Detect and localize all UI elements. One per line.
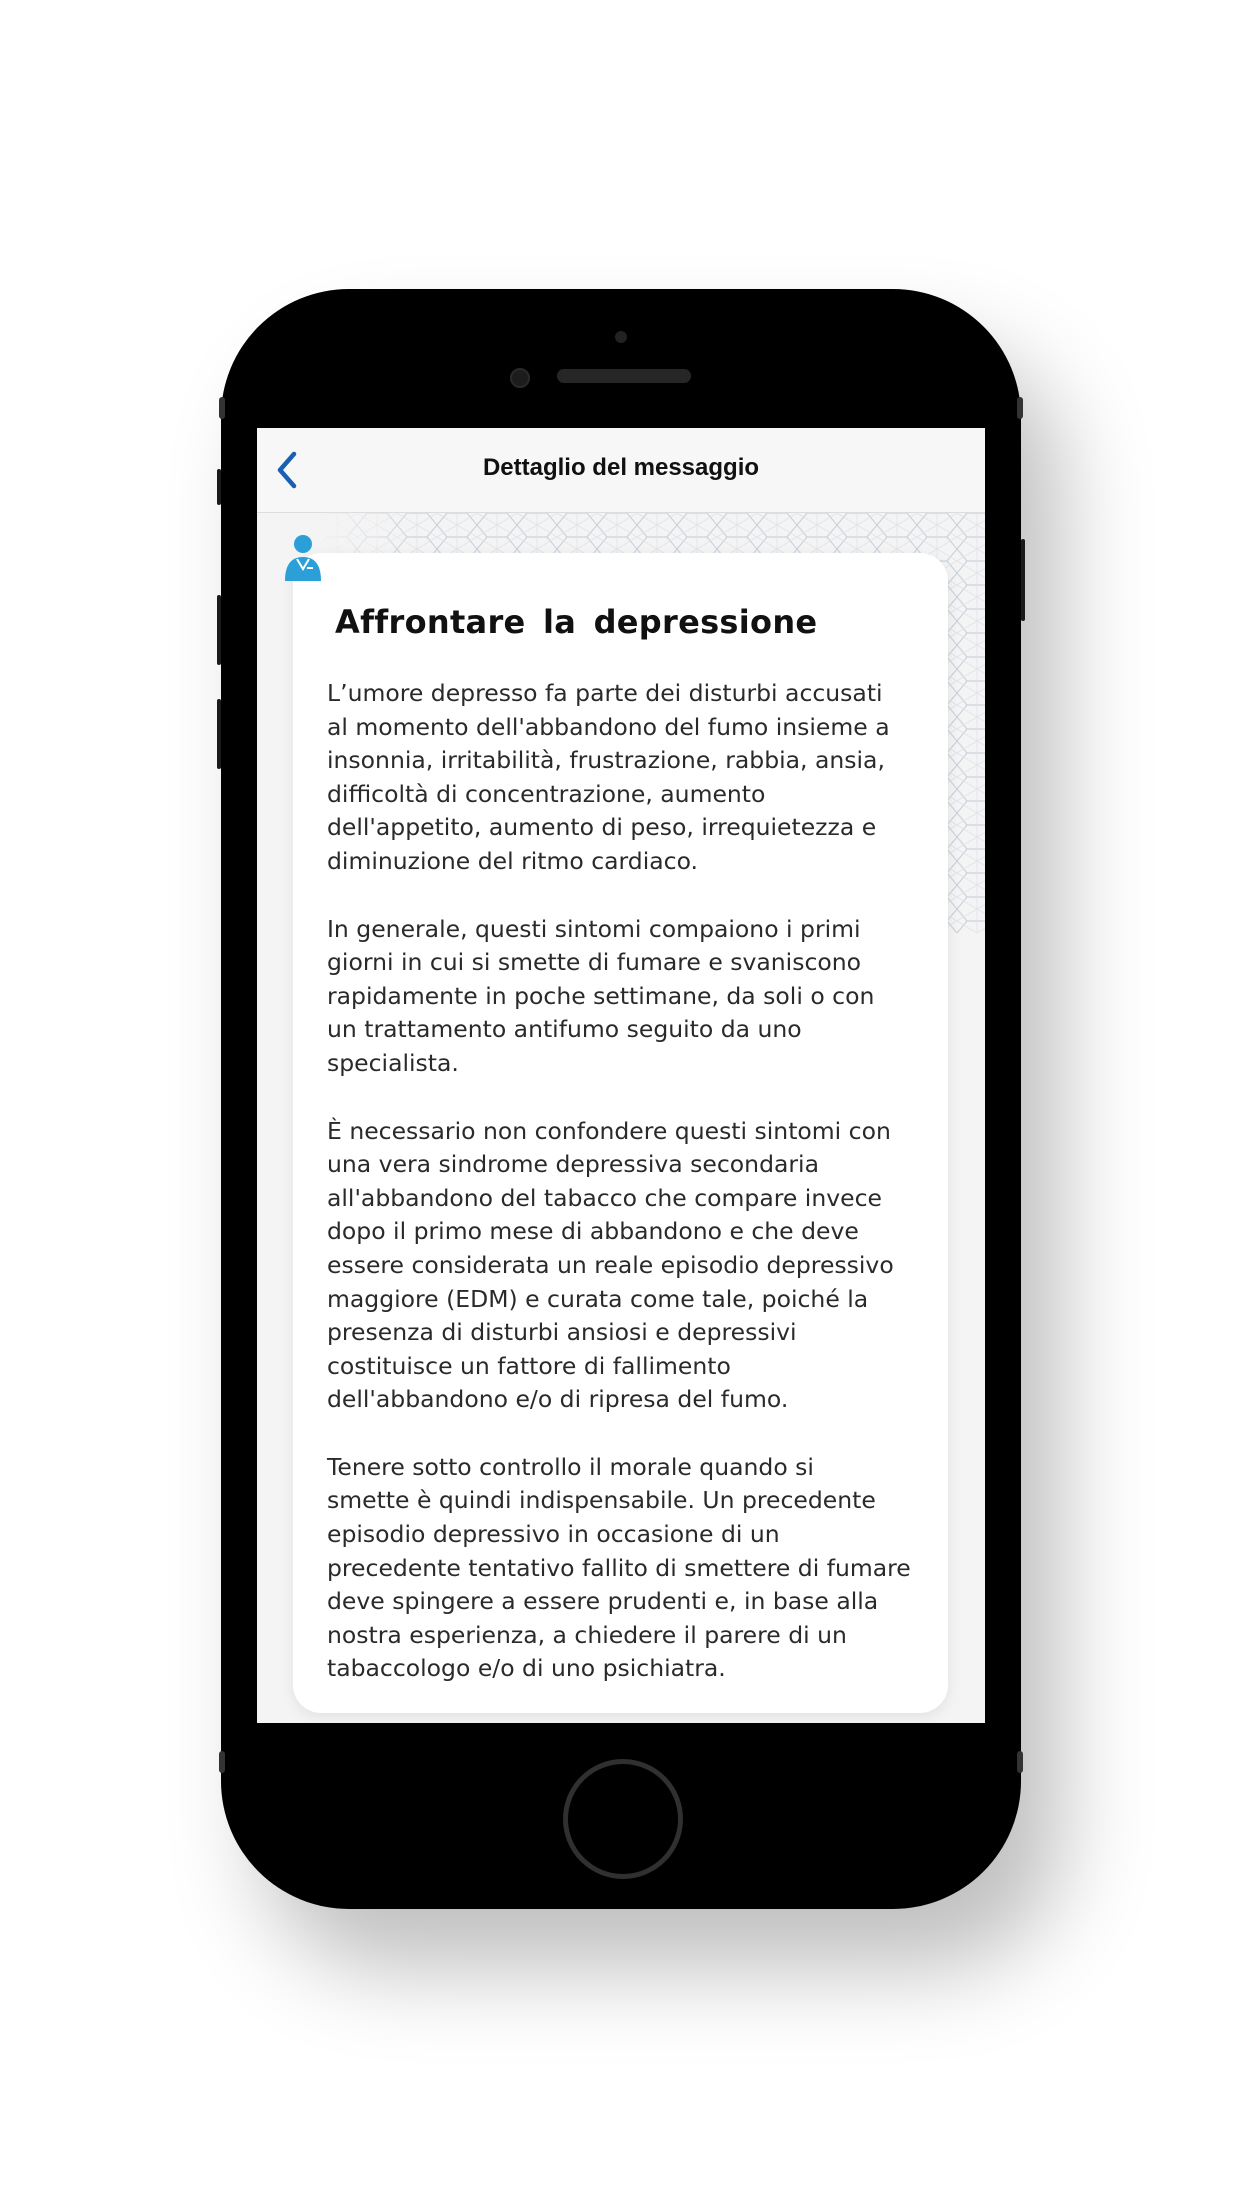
phone-frame bbox=[221, 289, 1021, 1909]
phone-side-button-volume-up bbox=[217, 595, 221, 665]
proximity-sensor bbox=[510, 368, 530, 388]
message-paragraph-3: È necessario non confondere questi sintomi con una vera sindrome depressiva secondaria all'abbandono del tabacco che compare invece dopo il primo mese di abbandono e che deve essere considerata un reale episodio depressivo maggiore (EDM) e curata come tale, poiché la presenza di disturbi ansiosi e depressivi costituisce un fattore di fallimento dell'abbandono e/o di ripresa del fumo. bbox=[327, 1116, 894, 1414]
message-title: Affrontare la depressione bbox=[335, 603, 818, 641]
phone-side-button-power bbox=[1021, 539, 1025, 621]
home-button[interactable] bbox=[563, 1759, 683, 1879]
page-title: Dettaglio del messaggio bbox=[482, 454, 760, 481]
message-content-area[interactable] bbox=[257, 513, 985, 1723]
message-paragraph-1: L’umore depresso fa parte dei disturbi accusati al momento dell'abbandono del fumo insieme a insonnia, irritabilità, frustrazione, rabbia, ansia, difficoltà di concentrazione, aumento dell'appetito, aumento di peso, irrequietezza e diminuzione del ritmo cardiaco. bbox=[327, 679, 890, 875]
navigation-bar bbox=[257, 428, 985, 513]
doctor-avatar-icon bbox=[279, 533, 327, 585]
message-body bbox=[327, 677, 927, 1720]
front-camera bbox=[615, 331, 627, 343]
screen bbox=[257, 428, 985, 1723]
phone-side-button-mute bbox=[217, 469, 221, 505]
phone-side-notch-right-bottom bbox=[1017, 1751, 1023, 1773]
phone-side-notch-left-bottom bbox=[219, 1751, 225, 1773]
earpiece-speaker bbox=[557, 369, 691, 383]
message-paragraph-2: In generale, questi sintomi compaiono i primi giorni in cui si smette di fumare e svaniscono rapidamente in poche settimane, da soli o con un trattamento antifumo seguito da uno specialista. bbox=[327, 914, 875, 1077]
phone-side-notch-left-top bbox=[219, 397, 225, 419]
phone-side-notch-right-top bbox=[1017, 397, 1023, 419]
phone-side-button-volume-down bbox=[217, 699, 221, 769]
message-paragraph-4: Tenere sotto controllo il morale quando si smette è quindi indispensabile. Un precedente episodio depressivo in occasione di un precedente tentativo fallito di smettere di fumare deve spingere a essere prudenti e, in base alla nostra esperienza, a chiedere il parere di un tabaccologo e/o di uno psichiatra. bbox=[327, 1452, 911, 1683]
message-card bbox=[293, 553, 948, 1713]
